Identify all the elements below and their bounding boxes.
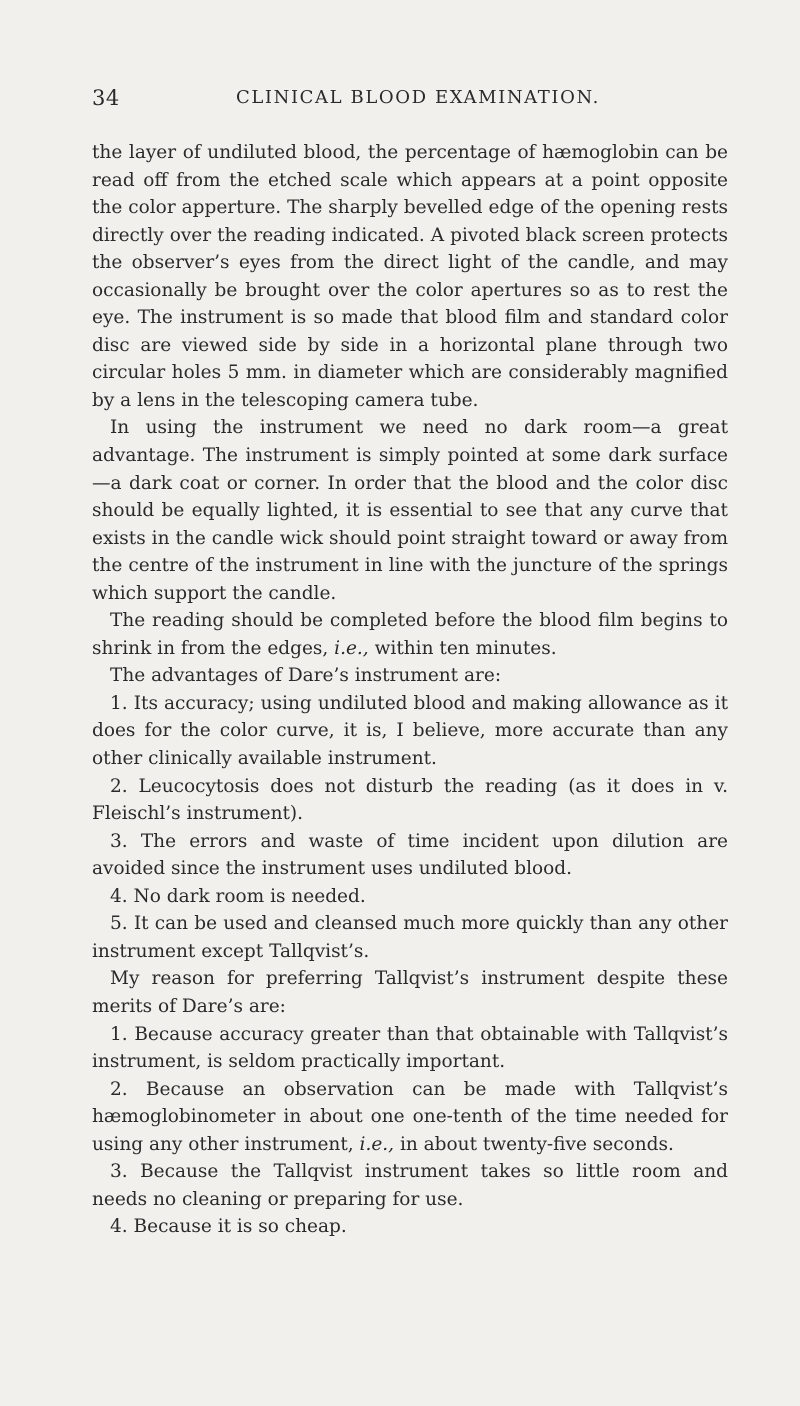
body-text (92, 139, 728, 1241)
abbreviation-ie: i.e., (359, 1133, 395, 1155)
paragraph-dark-room: In using the instrument we need no dark room—a great advantage. The instrument is simply pointed at some dark surface—a dark coat or corner. In order that the blood and the color disc should be equally lighted, it is essential to see that any curve that exists in the candle wick should point straight toward or away from the centre of the instrument in line with the juncture of the springs which support the candle. (92, 417, 728, 604)
reading-time-text: The reading should be completed before the blood film begins to shrink in from the edges, (92, 610, 728, 659)
reason-item-2-text: 2. Because an observation can be made with Tallqvist’s hæmoglobinometer in about one one-tenth of the time needed for using any other instrument, (92, 1078, 728, 1155)
reason-item-1: 1. Because accuracy greater than that obtainable with Tallqvist’s instrument, is seldom practically important. (92, 1023, 728, 1073)
reasons-intro: My reason for preferring Tallqvist’s instrument despite these merits of Dare’s are: (92, 968, 728, 1017)
reason-item-3: 3. Because the Tallqvist instrument takes so little room and needs no cleaning or preparing for use. (92, 1161, 728, 1210)
reason-item-2 (92, 1076, 728, 1159)
reason-item-2-text-end: in about twenty-five seconds. (399, 1133, 674, 1155)
advantages-intro: The advantages of Dare’s instrument are: (110, 665, 502, 687)
advantage-item-2: 2. Leucocytosis does not disturb the reading (as it does in v. Fleischl’s instrument). (92, 775, 728, 825)
paragraph-reading-time (92, 607, 728, 662)
advantage-item-3: 3. The errors and waste of time incident upon dilution are avoided since the instrument uses undiluted blood. (92, 830, 728, 880)
advantage-item-1: 1. Its accuracy; using undiluted blood and making allowance as it does for the color curve, it is, I believe, more accurate than any other clinically available instrument. (92, 692, 728, 770)
advantage-item-5: 5. It can be used and cleansed much more quickly than any other instrument except Tallqvist’s. (92, 913, 728, 962)
running-head (92, 86, 724, 116)
advantage-item-4: 4. No dark room is needed. (110, 885, 366, 907)
reason-item-4: 4. Because it is so cheap. (110, 1216, 347, 1238)
paragraph-continued: the layer of undiluted blood, the percentage of hæmoglobin can be read off from the etched scale which appears at a point opposite the color apperture. The sharply bevelled edge of the opening rests directly over the reading indicated. A pivoted black screen protects the observer’s eyes from the direct light of the candle, and may occasionally be brought over the color apertures so as to rest the eye. The instrument is so made that blood film and standard color disc are viewed side by side in a horizontal plane through two circular holes 5 mm. in diameter which are considerably magnified by a lens in the telescoping camera tube. (92, 142, 728, 411)
page-number: 34 (92, 86, 120, 110)
abbreviation-ie: i.e., (334, 637, 369, 659)
running-title: CLINICAL BLOOD EXAMINATION. (235, 87, 600, 108)
reading-time-text-end: within ten minutes. (374, 637, 557, 659)
